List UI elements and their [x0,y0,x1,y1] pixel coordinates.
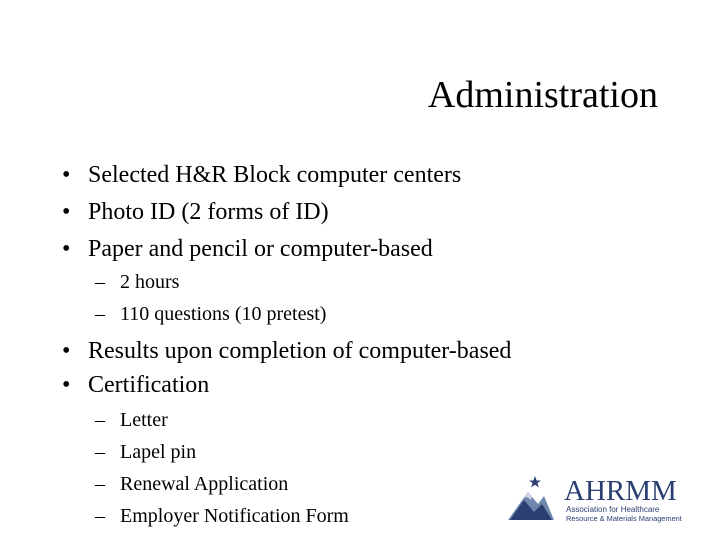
sub-bullet-text: Lapel pin [120,441,197,463]
sub-bullet-marker: – [95,473,105,495]
star-icon [529,476,541,488]
bullet-marker: • [62,338,71,364]
logo-name: AHRMM [564,475,677,507]
slide-title: Administration [427,74,658,116]
sub-bullet-text: Employer Notification Form [120,505,349,527]
bullet-marker: • [62,199,71,225]
logo-tagline-1: Association for Healthcare [566,505,660,514]
sub-bullet-marker: – [95,271,105,293]
bullet-marker: • [62,372,71,398]
sub-bullet-marker: – [95,441,105,463]
sub-bullet-text: 2 hours [120,271,180,293]
mountain-icon [508,476,554,520]
ahrmm-logo [508,470,690,526]
logo-tagline-2: Resource & Materials Management [566,514,682,523]
bullet-marker: • [62,236,71,262]
bullet-text: Photo ID (2 forms of ID) [88,199,329,225]
sub-bullet-marker: – [95,303,105,325]
sub-bullet-marker: – [95,409,105,431]
sub-bullet-text: Letter [120,409,168,431]
sub-bullet-marker: – [95,505,105,527]
bullet-marker: • [62,162,71,188]
sub-bullet-text: Renewal Application [120,473,289,495]
bullet-text: Results upon completion of computer-based [88,338,512,364]
sub-bullet-text: 110 questions (10 pretest) [120,303,327,325]
bullet-text: Selected H&R Block computer centers [88,162,462,188]
bullet-text: Paper and pencil or computer-based [88,236,433,262]
bullet-text: Certification [88,372,210,398]
